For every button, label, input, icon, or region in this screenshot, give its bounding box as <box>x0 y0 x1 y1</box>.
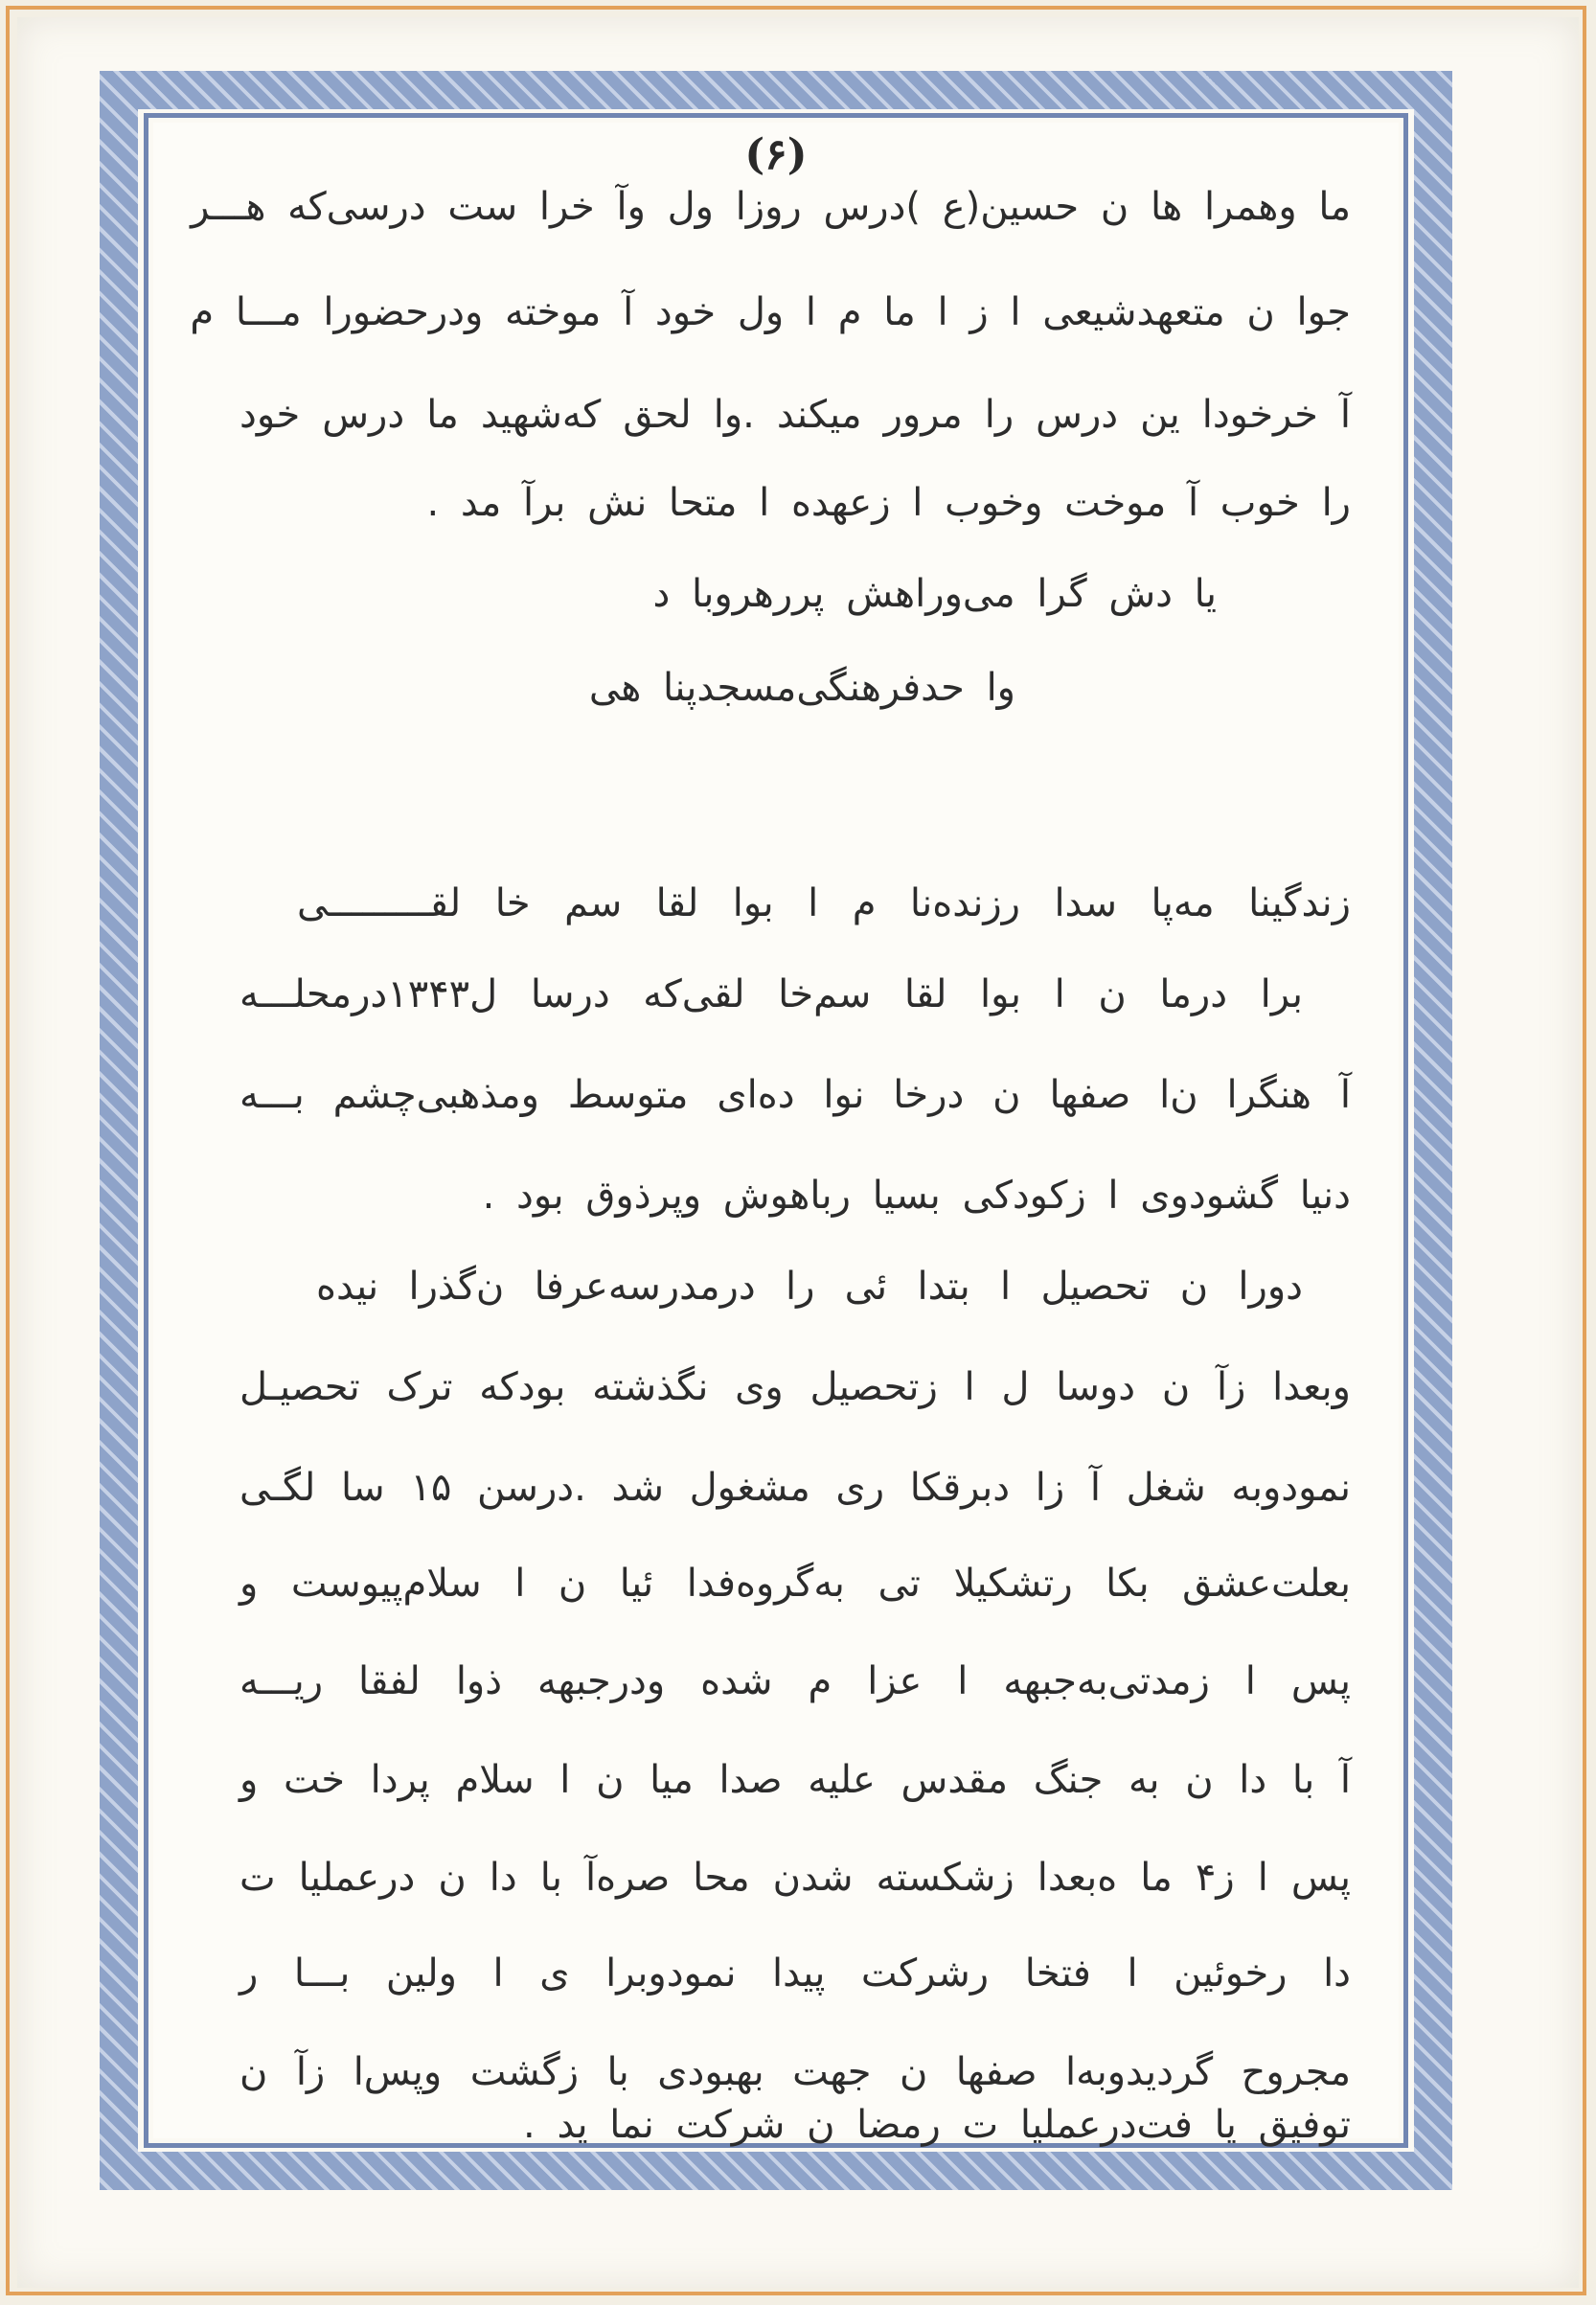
text-line: دا رخوئین ا فتخا رشرکت پیدا نمودوبرا ی ا ولین بـــا ر <box>239 1951 1351 1996</box>
text-line: پس ا زمدتی‌به‌جبهه ا عزا م شده ودرجبهه ذوا لفقا ریـــه <box>239 1659 1351 1703</box>
page-content <box>153 123 1399 2147</box>
closing-line: یا دش گرا می‌وراهش پررهروبا د <box>652 572 1217 616</box>
text-line: پس ا ز۴ ما ه‌بعدا زشکسته شدن محا صره‌آ با دا ن درعملیا ت <box>239 1856 1351 1900</box>
text-line: جوا ن متعهدشیعی ا ز ا ما م ا ول خود آ موخته ودرحضورا مـــا م <box>190 290 1351 334</box>
text-line: نمودوبه شغل آ زا دبرقکا ری مشغول شد .درسن ۱۵ سا لگـی <box>239 1466 1352 1510</box>
text-line: دورا ن تحصیل ا بتدا ئی را درمدرسه‌عرفا ن‌گذرا نیده <box>316 1265 1303 1309</box>
text-line: وبعدا زآ ن دوسا ل ا زتحصیل وی نگذشته بودکه ترک تحصیـل <box>239 1365 1351 1409</box>
text-line: آ هنگرا ن‌ا صفها ن درخا نوا ده‌ای متوسط ومذهبی‌چشم بـــه <box>239 1073 1351 1117</box>
text-line: مجروح گردیدوبه‌ا صفها ن جهت بهبودی با زگشت وپس‌ا زآ ن <box>239 2050 1351 2094</box>
text-line: توفیق یا فت‌درعملیا ت رمضا ن شرکت نما ید . <box>523 2103 1351 2147</box>
signature-line: وا حدفرهنگی‌مسجدپنا هی <box>588 666 1015 710</box>
text-line: آ با دا ن به جنگ مقدس علیه صدا میا ن ا سلام پردا خت و <box>239 1758 1351 1802</box>
text-line: بعلت‌عشق بکا رتشکیلا تی به‌گروه‌فدا ئیا ن ا سلام‌پیوست و <box>239 1562 1351 1606</box>
text-line: آ خرخودا ین درس را مرور میکند .وا لحق که‌شهید ما درس خود <box>239 393 1351 437</box>
text-line: ما وهمرا ها ن حسین(ع )درس روزا ول وآ خرا ست درسی‌که هـــر <box>191 185 1351 229</box>
text-line: را خوب آ موخت وخوب ا زعهده ا متحا نش برآ مد . <box>426 481 1351 525</box>
page-number: (۶) <box>153 130 1399 179</box>
section-heading: زندگینا مه‌پا سدا رزنده‌نا م ا بوا لقا سم خا لقـــــــــی <box>297 881 1351 925</box>
text-line: برا درما ن ا بوا لقا سم‌خا لقی‌که درسا ل۱۳۴۳درمحلـــه <box>239 972 1303 1016</box>
text-line: دنیا گشودوی ا زکودکی بسیا رباهوش وپرذوق بود . <box>482 1174 1351 1218</box>
